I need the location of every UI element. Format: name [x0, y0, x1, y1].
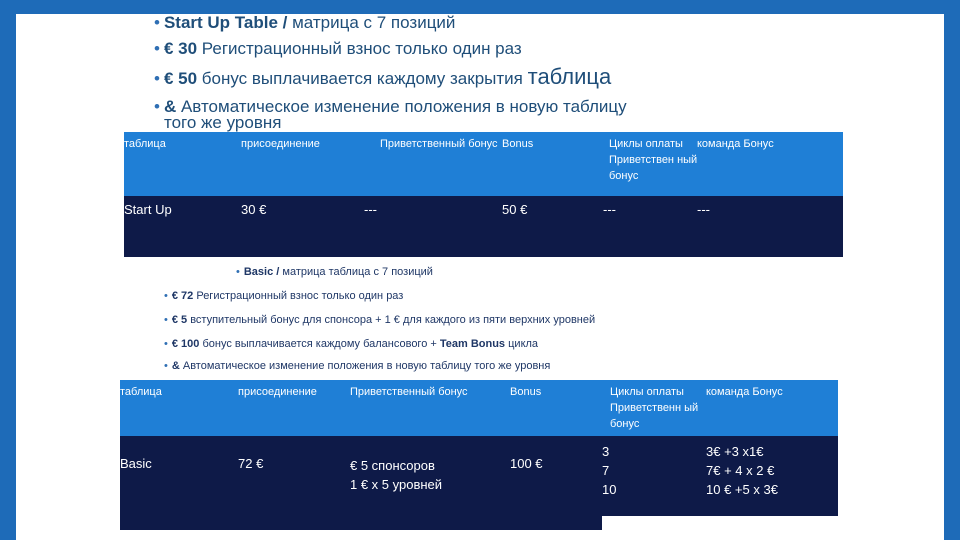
bullet-basic-fee: • € 72 Регистрационный взнос только один раз — [164, 290, 404, 302]
header-bonus: Bonus — [510, 380, 603, 440]
header-join: присоединение — [241, 132, 365, 200]
cell-join: 30 € — [241, 196, 365, 257]
cell-team-bonus: --- — [697, 196, 843, 257]
header-team-bonus: команда Бонус — [697, 132, 843, 200]
header-payment-cycles: Циклы оплаты Приветственн ый бонус — [602, 380, 723, 440]
bullet-auto-move-cont: того же уровня — [164, 113, 282, 132]
header-welcome-bonus: Приветственный бонус — [364, 132, 535, 200]
header-table: таблица — [120, 380, 239, 440]
bullet-balance-bonus: • € 100 бонус выплачивается каждому балансового + Team Bonus цикла — [164, 338, 539, 350]
bullet-registration-fee: • € 30 Регистрационный взнос только один раз — [154, 39, 522, 58]
header-team-bonus: команда Бонус — [706, 380, 838, 440]
header-table: таблица — [124, 132, 242, 200]
bullet-startup-table: • Start Up Table / матрица с 7 позиций — [154, 13, 456, 32]
header-bonus: Bonus — [502, 132, 604, 200]
cell-table-name: Basic — [120, 436, 239, 530]
bullet-auto-move-basic: • & Автоматическое изменение положения в новую таблицу того же уровня — [164, 360, 551, 372]
cell-join: 72 € — [238, 436, 351, 530]
cell-bonus: 50 € — [502, 196, 604, 257]
bullet-basic: • Basic / матрица таблица с 7 позиций — [236, 266, 433, 278]
cell-team-bonus: 3€ +3 x1€ 7€ + 4 x 2 € 10 € +5 x 3€ — [706, 436, 838, 516]
cell-table-name: Start Up — [124, 196, 242, 257]
cell-welcome-bonus: € 5 спонсоров 1 € x 5 уровней — [350, 436, 511, 530]
header-payment-cycles: Циклы оплаты Приветствен ный бонус — [603, 132, 710, 200]
cell-payment-cycles: 3 7 10 — [602, 436, 707, 516]
cell-welcome-bonus: --- — [364, 196, 503, 257]
bullet-bonus: • € 50 бонус выплачивается каждому закрытия таблица — [154, 64, 612, 89]
bullet-entry-bonus: • € 5 вступительный бонус для спонсора + 1 € для каждого из пяти верхних уровней — [164, 314, 596, 326]
header-join: присоединение — [238, 380, 351, 440]
bullet-auto-move: • & Автоматическое изменение положения в новую таблицу — [154, 97, 627, 116]
cell-payment-cycles: --- — [603, 196, 698, 257]
cell-bonus: 100 € — [510, 436, 603, 530]
header-welcome-bonus: Приветственный бонус — [350, 380, 511, 440]
